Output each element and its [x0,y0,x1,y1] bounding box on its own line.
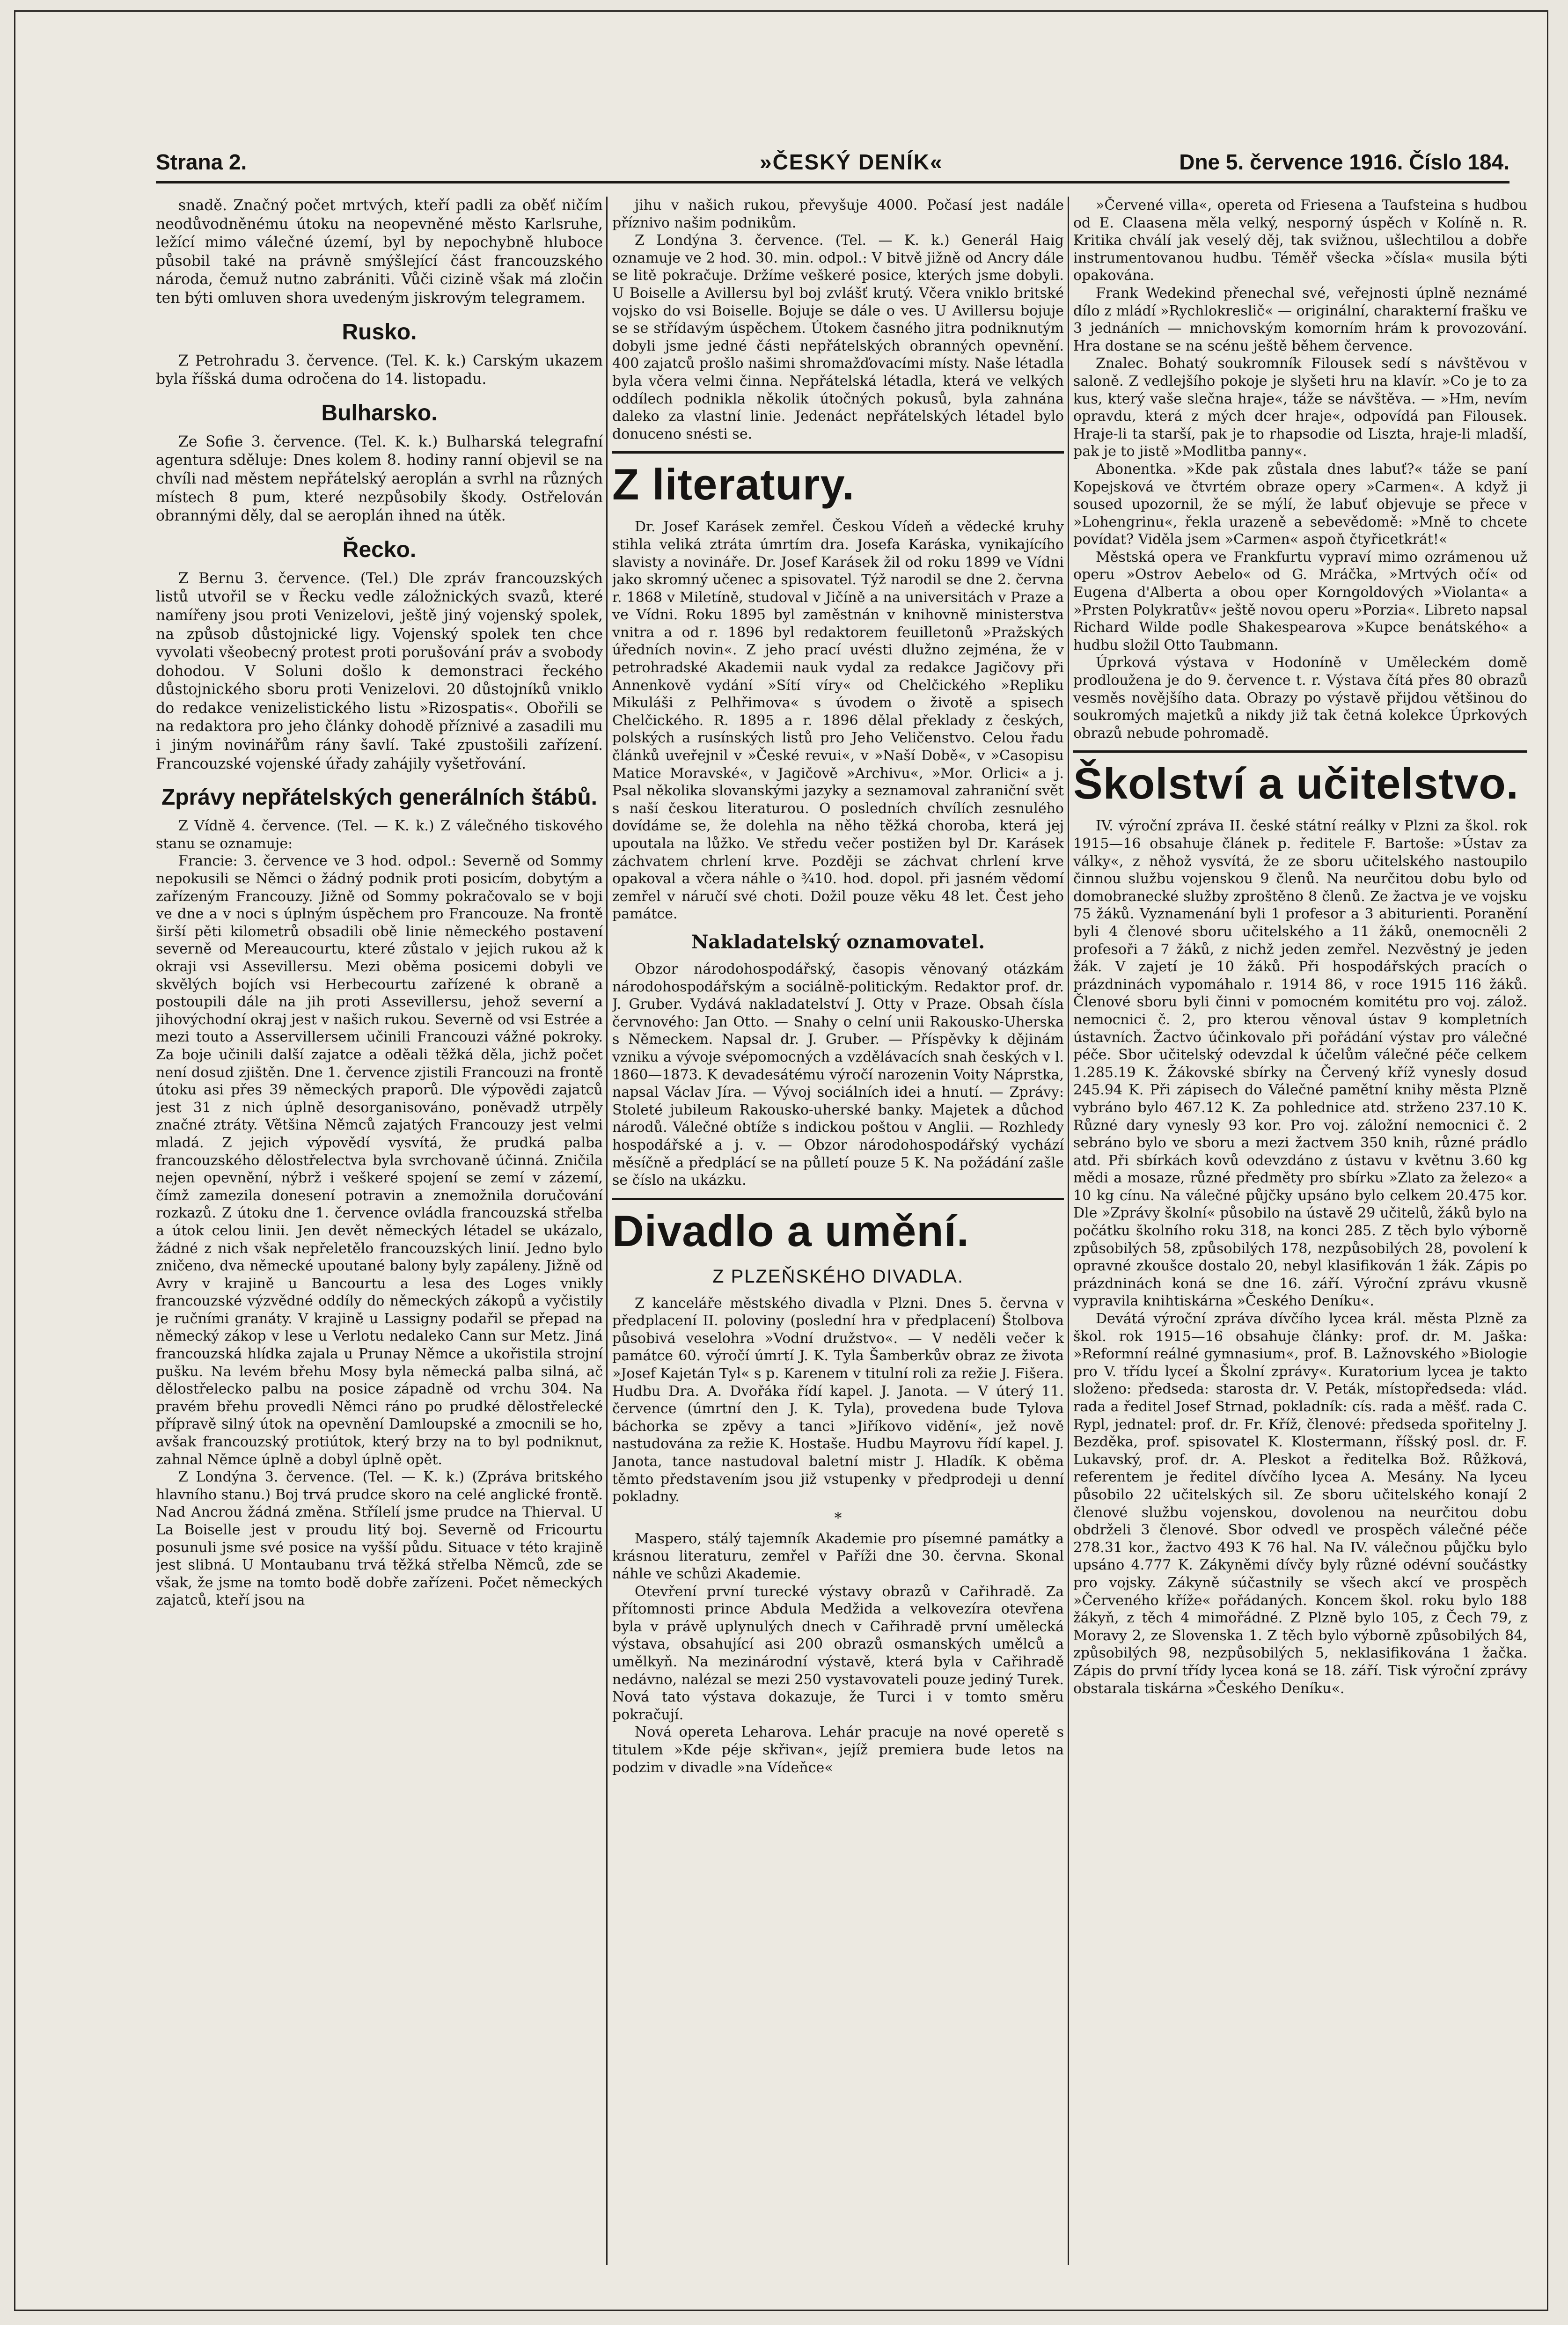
section-rule [612,1198,1064,1200]
article-paragraph: Frank Wedekind přenechal své, veřejnosti úplně neznámé dílo z mládí »Rychlokreslič« — originální, charakterní frašku ve 3 jednáních — mnichovským komorním hrám k provozování. Hra dostane se na scénu ještě během července. [1073,285,1527,354]
article-paragraph: Nová opereta Leharova. Lehár pracuje na nové operetě s titulem »Kde péje skřivan«, jejíž premiera bude letos na podzim v divadle »na Vídeňce« [612,1724,1064,1776]
article-paragraph: IV. výroční zpráva II. české státní reálky v Plzni za škol. rok 1915—16 obsahuje článek p. ředitele F. Bartoše: »Ústav za války«, z něhož vysvítá, že ze sboru učitelského nastoupilo činnou službu vojenskou 9 členů. Na neurčitou dobu bylo od domobranecké služby zproštěno 8 členů. Ze žactva je ve vojsku 75 žáků. Vyznamenání byli 1 profesor a 3 abiturienti. Poranění byli 4 členové sboru učitelského a 11 žáků, onemocněli 2 profesoři a 7 žáků, z nichž jeden zemřel. Nezvěstný je jeden žák. V zajetí je 10 žáků. Při hospodářských pracích o prázdninách vypomáhalo r. 1914 86, v roce 1915 116 žáků. Členové sboru byli činni v pomocném komitétu pro voj. zálož. nemocnici č. 2, pro kterou věnoval ústav 9 kompletních ústavních. Žactvo účinkovalo při pořádání výstav pro válečné péče. Sbor učitelský odevzdal k účelům válečné péče celkem 1.285.19 K. Žákovské sbírky na Červený kříž vynesly dosud 245.94 K. Při zápisech do Válečné pamětní knihy města Plzně vybráno bylo 467.12 K. Za pohlednice atd. strženo 237.10 K. Různé dary vynesly 93 kor. Pro voj. záložní nemocnici č. 2 sebráno bylo ve sboru a mezi žactvem 350 knih, různé prádlo atd. Při sbírkách kovů odevzdáno z ústavu v květnu 3.60 kg mědi a mosaze, různé předměty pro sbírku »Zlato za železo« a 10 kg cínu. Na válečné půjčky upsáno bylo celkem 20.475 kor. Dle »Zprávy školní« působilo na ústavě 29 učitelů, žáků bylo na počátku školního roku 318, na konci 285. Z těch bylo výborně způsobilých 58, způsobilých 178, nezpůsobilých 28, povolení k opravné zkoušce dostalo 20, nebyl klasifikován 1 žák. Zápis po prázdninách koná se dne 16. září. Výroční zprávu vkusně vypravila knihtiskárna »Českého Deníku«. [1073,818,1527,1310]
article-paragraph: Z kanceláře městského divadla v Plzni. Dnes 5. června v předplacení II. poloviny (poslední hra v předplacení) Štolbova působivá veselohra »Vodní družstvo«. — V neděli večer k památce 60. výročí úmrtí J. K. Tyla Šamberkův obraz ze života »Josef Kajetán Tyl« s p. Karenem v titulní roli za režie J. Fišera. Hudbu Dra. A. Dvořáka řídí kapel. J. Janota. — V úterý 11. července (úmrtní den J. K. Tyla), provedena bude Tylova báchorka se zpěvy a tanci »Jiříkovo vidění«, jež nově nastudována za režie K. Hostaše. Hudbu Mayrovu řídí kapel. J. Janota, tance nastudoval baletní mistr J. Hladík. K oběma těmto představením jsou již vstupenky v předprodeji u denní pokladny. [612,1295,1064,1505]
newspaper-page [14,10,1548,2311]
article-paragraph: Dr. Josef Karásek zemřel. Českou Vídeň a vědecké kruhy stihla veliká ztráta úmrtím dra. Josefa Karáska, vynikajícího slavisty a novináře. Dr. Josef Karásek žil od roku 1899 ve Vídni jako skromný učenec a spisovatel. Týž narodil se dne 2. června r. 1868 v Miletíně, studoval v Jičíně a na universitách v Praze a ve Vídni. Roku 1895 byl zaměstnán v knihovně ministerstva vnitra a od r. 1896 byl redaktorem feuilletonů »Pražských úředních novin«. Z jeho prací uvésti dlužno zejména, že v petrohradské Akademii nauk vydal za redakce Jagičovy při Annenkově vydání »Sítí víry« od Chelčického »Repliku Mikuláši z Pelhřimova« s úvodem o životě a spisech Chelčického. R. 1895 a r. 1896 dělal překlady z českých, polských a rusínských listů pro Jeho Veličenstvo. Celou řadu článků uveřejnil v »České revui«, v »Naší Době«, v »Casopisu Matice Moravské«, v Jagičově »Archivu«, »Mor. Orlici« a j. Psal několika slovanskými jazyky a seznamoval zahraniční svět s naší českou literaturou. O posledních chvílích zesnulého dovídáme se, že dolehla na něho těžká choroba, která jej upoutala na lůžko. Ve středu večer postižen byl Dr. Karásek záchvatem chrlení krve. Později se záchvat chrlení krve opakoval a včera náhle o ¾10. hod. dopol. při jasném vědomí zemřel v náručí své choti. Dožil pouze věku 48 let. Čest jeho památce. [612,519,1064,923]
column-2 [612,197,1064,2265]
section-title: Z literatury. [612,460,855,509]
article-paragraph: Z Londýna 3. července. (Tel. — K. k.) Generál Haig oznamuje ve 2 hod. 30. min. odpol.: V bitvě jižně od Ancry dále se litě pokračuje. Držíme veškeré posice, kterých jsme dobyli. U Boiselle a Avillersu byl boj zvlášť krutý. Včera vniklo britské vojsko do vsi Boiselle. Bojuje se dále o ves. U Avillersu bojuje se se střídavým úspěchem. Útokem časného jitra podniknutým dobyli jsme jedné části nepřátelských obranných opevnění. 400 zajatců prošlo našimi shromažďovacími místy. Naše létadla byla včera velmi činna. Nepřátelská létadla, která ve velkých oddílech podnikla několik útočných pokusů, byla zahnána daleko za vlastní linie. Jedenáct nepřátelských létadel bylo donuceno snésti se. [612,232,1064,442]
article-paragraph: Z Londýna 3. července. (Tel. — K. k.) (Zpráva britského hlavního stanu.) Boj trvá prudce skoro na celé anglické frontě. Nad Ancrou žádná změna. Střílelí jsme prudce na Thierval. U La Boiselle jest v proudu litý boj. Severně od Fricourtu posunuli jsme své posice na vyšší půdu. Situace v této krajině jest slibná. U Montaubanu trvá těžká střelba Němců, zde se však, že jsme na tomto bodě dobře zařízeni. Počet německých zajatců, kteří jsou na [156,1469,603,1609]
article-paragraph: Abonentka. »Kde pak zůstala dnes labuť?« táže se paní Kopejsková ve čtvrtém obraze opery »Carmen«. A když ji soused upozornil, že se mýlí, že labuť objevuje se přece v »Lohengrinu«, řekla urazeně a sebevědomě: »Mně to chcete povídat? Viděla jsem »Carmen« aspoň čtyřicetkrát!« [1073,461,1527,548]
subsection-heading: Z PLZEŇSKÉHO DIVADLA. [712,1266,964,1287]
article-paragraph: Obzor národohospodářský, časopis věnovaný otázkám národohospodářským a sociálně-politickým. Redaktor prof. dr. J. Gruber. Vydává nakladatelství J. Otty v Praze. Obsah čísla červnového: Jan Otto. — Snahy o celní unii Rakousko-Uherska s Německem. Napsal dr. J. Gruber. — Příspěvky k dějinám vzniku a vývoje svépomocných a vzdělávacích snah českých v l. 1860—1873. K devadesátému výročí narozenin Voity Náprstka, napsal Václav Jíra. — Vývoj sociálních idei a hnutí. — Zprávy: Stoleté jubileum Rakousko-uherské banky. Majetek a důchod národů. Válečné obtíže s indickou poštou v Anglii. — Rozhledy hospodářské a j. v. — Obzor národohospodářský vychází měsíčně a předplácí se na půlletí pouze 5 K. Na požádání zašle se číslo na ukázku. [612,961,1064,1189]
article-paragraph: Otevření první turecké výstavy obrazů v Cařihradě. Za přítomnosti prince Abdula Medžida a velkovezíra otevřena byla v právě uplynulých dnech v Cařihradě první umělecká výstava, obsahující asi 200 obrazů osmanských umělců a umělkyň. Na mezinárodní výstavě, která byla v Cařihradě nedávno, nalézal se mezi 250 vystavovateli pouze jediný Turek. Nová tato výstava dokazuje, že Turci i v tomto směru pokračují. [612,1583,1064,1723]
separator-asterisk: * [834,1509,842,1527]
section-rule [1073,750,1527,753]
section-heading: Bulharsko. [321,400,438,425]
section-heading: Řecko. [342,537,417,562]
section-heading: Rusko. [342,319,417,345]
article-paragraph: Ze Sofie 3. července. (Tel. K. k.) Bulharská telegrafní agentura sděluje: Dnes kolem 8. hodiny ranní objevil se na chvíli nad městem nepřátelský aeroplán a svrhl na různých místech 8 pum, které nezpůsobily škody. Ostřelován obrannými děly, dal se aeroplán ihned na útěk. [156,433,603,525]
article-paragraph: Úprková výstava v Hodoníně v Uměleckém domě prodloužena je do 9. července t. r. Výstava čítá přes 80 obrazů vesměs novějšího data. Obrazy po výstavě přijdou většinou do soukromých majetků a nikdy již tak četná kolekce Úprkových obrazů nebude pohromadě. [1073,654,1527,741]
page-header [156,138,1509,183]
column-1 [156,197,603,2265]
section-rule [612,451,1064,454]
issue-date: Dne 5. července 1916. Číslo 184. [1179,150,1509,174]
column-3 [1073,197,1527,2265]
section-title: Divadlo a umění. [612,1206,969,1255]
article-paragraph: jihu v našich rukou, převyšuje 4000. Počasí jest nadále příznivo našim podnikům. [612,197,1064,231]
newspaper-title: »ČESKÝ DENÍK« [760,150,943,174]
subsection-heading: Nakladatelský oznamovatel. [691,931,985,953]
article-paragraph: Z Vídně 4. července. (Tel. — K. k.) Z válečného tiskového stanu se oznamuje: [156,818,603,852]
article-paragraph: Znalec. Bohatý soukromník Filousek sedí s návštěvou v saloně. Z vedlejšího pokoje je slyšeti hru na klavír. »Co je to za kus, který vaše slečna hraje«, táže se návštěva. — »Hm, nevím opravdu, která z mých dcer hraje«, odpovídá pan Filousek. Hraje-li ta starší, pak je to rhapsodie od Liszta, hraje-li mladší, pak je to jistě »Modlitba panny«. [1073,355,1527,460]
article-paragraph: Z Petrohradu 3. července. (Tel. K. k.) Carským ukazem byla říšská duma odročena do 14. listopadu. [156,352,603,388]
article-paragraph: Městská opera ve Frankfurtu vypraví mimo ozrámenou už operu »Ostrov Aebelo« od G. Mráčka, »Mrtvých očí« od Eugena d'Alberta a obou oper Korngoldových »Violanta« a »Prsten Polykratův« ještě novou operu »Porzia«. Libreto napsal Richard Wilde podle Shakespearova »Kupce benátského« a hudbu složil Otto Taubmann. [1073,549,1527,653]
article-paragraph: Maspero, stálý tajemník Akademie pro písemné památky a krásnou literaturu, zemřel v Paříži dne 30. června. Skonal náhle ve schůzi Akademie. [612,1530,1064,1582]
column-divider [1068,197,1069,2265]
column-divider [606,197,608,2265]
article-paragraph: Z Bernu 3. července. (Tel.) Dle zpráv francouzských listů utvořil se v Řecku vedle záložnických svazů, které namířeny jsou proti Venizelovi, ještě jiný vojenský spolek, na způsob důstojnické ligy. Vojenský spolek ten chce vyvolati všeobecný protest proti porušování práv a svobody dohodou. V Soluni došlo k demonstraci řeckého důstojnického sboru proti Venizelovi. 20 důstojníků vniklo do redakce venizelistického listu »Rizospatis«. Obořili se na redaktora pro jeho články dohodě příznivé a zasadili mu i jiným novinářům rány šavlí. Také zpustošili zařízení. Francouzské vojenské úřady zahájily vyšetřování. [156,570,603,772]
article-paragraph: Francie: 3. července ve 3 hod. odpol.: Severně od Sommy nepokusili se Němci o žádný podnik proti posicím, dobytým a zařízeným Francouzy. Jižně od Sommy pokračovalo se v boji ve dne a v noci s úplným úspěchem pro Francouze. Na frontě širší pěti kilometrů obsadili obě linie německého postavení severně od Mereaucourtu, které zůstalo v jejich rukou až k okraji vsi Assevillersu. Mezi oběma posicemi dobyli ve skvělých bojích vsi Herbecourtu zařízené k obraně a postoupili dále na jih proti Assevillersu, jehož severní a jihovýchodní okraj jest v našich rukou. Severně od vsi Estrée a mezi touto a Asservillersem učinili Francouzi vážné pokroky. Za boje učinili další zajatce a oděali těžká děla, jichž počet není dosud zjištěn. Dne 1. července zjistili Francouzi na frontě útoku asi přes 39 německých praporů. Dle výpovědi zajatců jest 31 z nich úplně desorganisováno, poněvadž utrpěly značné ztráty. Většina Němců zajatých Francouzy jest velmi mladá. Z jejich výpovědí vysvítá, že prudká palba francouzského dělostřelectva byla svrchovaně účinná. Zničila nejen opevnění, nýbrž i veškeré spojení se zemí v zázemí, čímž zamezila donesení potravin a znemožnila doručování rozkazů. Z útoku dne 1. července ovládla francouzská střelba a útok celou linii. Jen devět německých létadel se ukázalo, žádné z nich však nepřeletělo francouzských linií. Jedno bylo zničeno, dva německé upoutané balony byly zapáleny. Jižně od Avry v krajině u Bancourtu a lesa des Loges vnikly francouzské výzvědné oddíly do německých zákopů a vyčistily je ručními granáty. V krajině u Lassigny podařil se přepad na německý zákop v lese u Verlotu nedaleko Cann sur Metz. Jiná francouzská hlídka zajala u Prunay Němce a ukořistila strojní pušku. Na levém břehu Mosy byla německá palba silná, ač dělostřelecko palbu na posice západně od vrchu 304. Na pravém břehu provedli Němci ráno po prudké dělostřelecké přípravě silný útok na opevnění Damloupské a zmocnili se ho, avšak francouzský protiútok, který brzy na to byl podniknut, zahnal Němce úplně a dobyl úplně opět. [156,853,603,1468]
article-paragraph: »Červené villa«, opereta od Friesena a Taufsteina s hudbou od E. Claasena měla velký, nesporný úspěch v Kolíně n. R. Kritika chválí jak veselý děj, tak svižnou, ušlechtilou a dobře instrumentovanou hudbu. Téměř všecka »čísla« musila býti opakována. [1073,197,1527,284]
section-title: Školství a učitelstvo. [1073,759,1519,808]
page-number: Strana 2. [156,150,247,174]
article-paragraph: snadě. Značný počet mrtvých, kteří padli za oběť ničím neodůvodněnému útoku na neopevněné město Karlsruhe, ležící mimo válečné území, byl by nepochybně hluboce působil také na právně smýšlející část francouzského národa, čemuž nutno zabrániti. Vůči cizině však má zločin ten býti omluven shora uvedeným jiskrovým telegramem. [156,197,603,307]
article-paragraph: Devátá výroční zpráva dívčího lycea král. města Plzně za škol. rok 1915—16 obsahuje články: prof. dr. M. Jaška: »Reformní reálné gymnasium«, prof. B. Lažnovského »Biologie pro V. třídu lyceí a Školní zprávy«. Kuratorium lycea je takto složeno: předseda: starosta dr. V. Peták, místopředseda: vlád. rada a ředitel Josef Strnad, pokladník: cís. rada a měšť. rada C. Rypl, jednatel: prof. dr. Fr. Kříž, členové: předseda spořitelny J. Bezděka, prof. spisovatel K. Klostermann, říšský posl. dr. F. Lukavský, prof. dr. A. Pleskot a ředitelka Bož. Růžková, referentem je ředitel dívčího lycea A. Mesány. Na lyceu působilo 22 učitelských sil. Ze sboru učitelského konají 2 členové službu vojenskou, dovolenou na neurčitou dobu obdrželi 3 členové. Sbor odvedl ve prospěch válečné péče 278.31 kor., žactvo 493 K 76 hal. Na IV. válečnou půjčku bylo upsáno 4.777 K. Zákyněmi dívčy byly různé odévní součástky pro vojsky. Zákyně súčastnily se všech akcí ve prospěch »Červeného kříže« pořádaných. Koncem škol. roku bylo 188 žákyň, z těch 4 mimořádné. Z Plzně bylo 105, z Čech 79, z Moravy 2, ze Slovenska 1. Z těch bylo výborně způsobilých 84, způsobilých 98, nezpůsobilých 5, neklasifikována 1 žačka. Zápis do první třídy lycea koná se 18. září. Tisk výroční zprávy obstarala tiskárna »Českého Deníku«. [1073,1311,1527,1697]
section-heading: Zprávy nepřátelských generálních štábů. [161,785,597,810]
